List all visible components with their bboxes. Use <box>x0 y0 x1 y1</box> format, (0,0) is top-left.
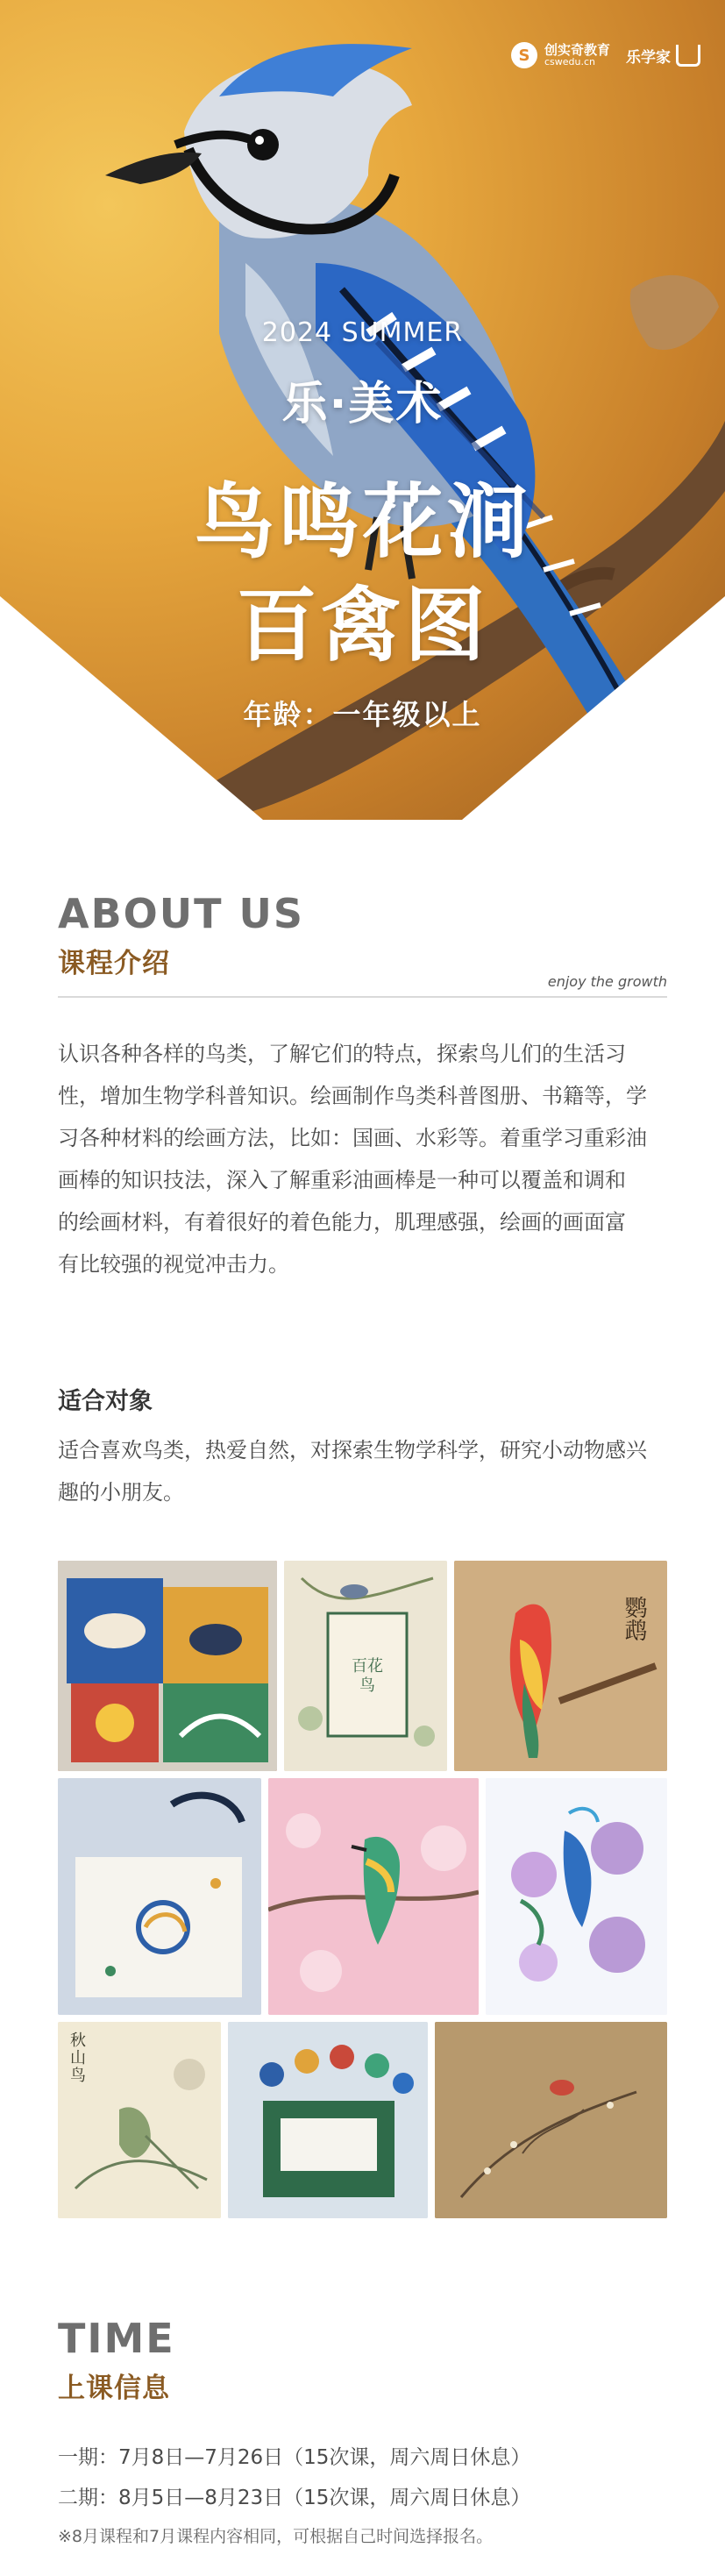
intro-line: 的绘画材料，有着很好的着色能力，肌理感强，绘画的画面富 <box>58 1210 626 1235</box>
time-heading <box>58 2315 667 2405</box>
cswedu-name: 创实奇教育 <box>544 41 610 58</box>
cswedu-logo <box>511 42 610 68</box>
gallery-photo-bird-book-popup <box>228 2022 428 2218</box>
lexuejia-name: 乐学家 <box>626 48 671 67</box>
book-cover-title: 百花鸟 <box>352 1657 383 1695</box>
about-divider <box>58 996 667 998</box>
hero-title-line1: 鸟鸣花涧 <box>194 475 531 569</box>
hero-title-line2: 百禽图 <box>236 579 489 672</box>
session-1: 一期：7月8日—7月26日（15次课，周六周日休息） <box>58 2446 531 2469</box>
intro-line: 认识各种各样的鸟类，了解它们的特点，探索鸟儿们的生活习 <box>58 1042 626 1066</box>
lexuejia-logo <box>626 45 700 67</box>
gallery-photo-posters <box>58 1561 277 1771</box>
hero-banner <box>0 0 725 820</box>
schedule-note: ※8月课程和7月课程内容相同，可根据自己时间选择报名。 <box>58 2527 494 2546</box>
swirl-logo-icon: S <box>511 42 537 68</box>
gallery-photo-bee-eater <box>268 1778 479 2015</box>
hero-age: 年龄：一年级以上 <box>243 698 482 731</box>
intro-line: 性，增加生物学科普知识。绘画制作鸟类科普图册、书籍等，学 <box>58 1084 647 1108</box>
intro-line: 习各种材料的绘画方法，比如：国画、水彩等。着重学习重彩油 <box>58 1126 647 1150</box>
audience-line: 适合喜欢鸟类，热爱自然，对探索生物学科学，研究小动物感兴 <box>58 1438 647 1462</box>
intro-line: 画棒的知识技法，深入了解重彩油画棒是一种可以覆盖和调和 <box>58 1168 626 1192</box>
cswedu-domain: cswedu.cn <box>544 56 595 68</box>
course-intro <box>58 1033 667 1285</box>
ink-bird-calligraphy: 秋山鸟 <box>70 2032 86 2085</box>
time-heading-cn: 上课信息 <box>58 2373 170 2404</box>
gallery-photo-popup-card <box>58 1778 261 2015</box>
lexuejia-mark-icon <box>676 45 700 67</box>
gallery-photo-peacock-flowers <box>486 1778 667 2015</box>
hero-season: 2024 SUMMER <box>261 317 464 348</box>
tagline: enjoy the growth <box>547 973 667 990</box>
gallery-photo-parrot <box>454 1561 667 1771</box>
audience-line: 趣的小朋友。 <box>58 1480 184 1505</box>
intro-line: 有比较强的视觉冲击力。 <box>58 1252 289 1277</box>
about-heading-cn: 课程介绍 <box>58 948 170 979</box>
gallery-photo-bird-book <box>284 1561 447 1771</box>
gallery-photo-ink-bird <box>58 2022 221 2218</box>
gallery-photo-classical-painting <box>435 2022 667 2218</box>
partner-logos <box>511 42 700 68</box>
about-heading <box>58 890 667 980</box>
about-heading-en: ABOUT US <box>58 890 304 937</box>
time-heading-en: TIME <box>58 2315 175 2362</box>
audience-text <box>58 1429 667 1513</box>
audience-title: 适合对象 <box>58 1388 153 1415</box>
artwork-gallery <box>58 1561 667 2218</box>
session-2: 二期：8月5日—8月23日（15次课，周六周日休息） <box>58 2487 531 2509</box>
parrot-calligraphy: 鹦鹉 <box>621 1596 647 1641</box>
hero-brand: 乐·美术 <box>281 378 444 431</box>
